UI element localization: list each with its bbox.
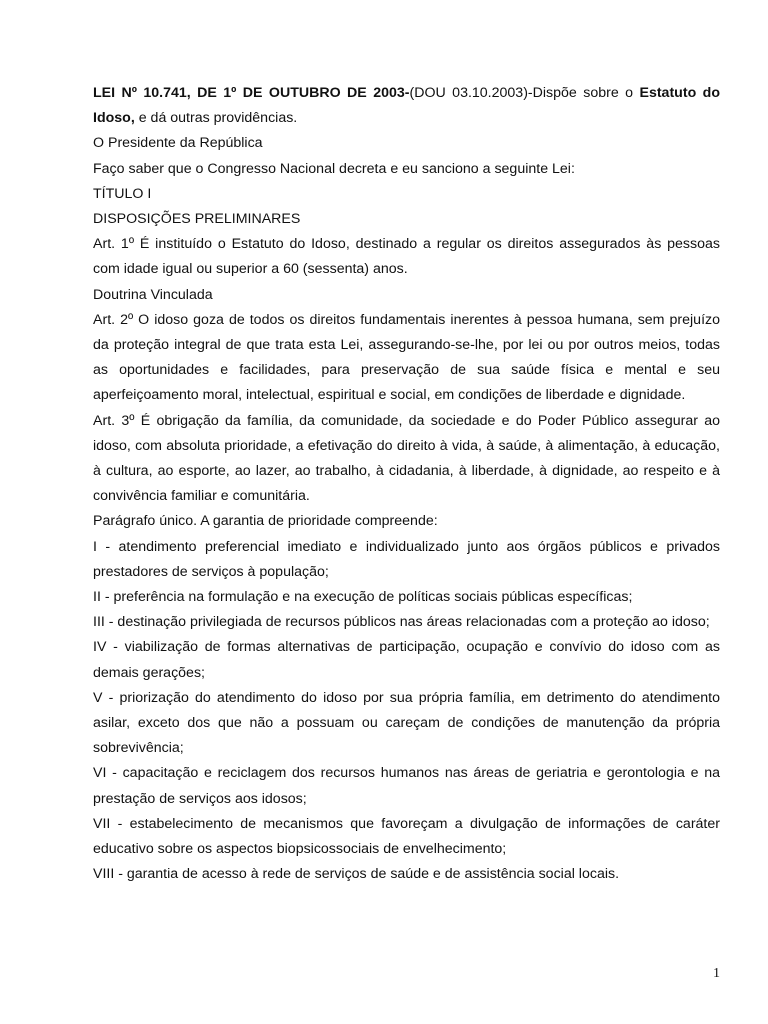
item-vi: VI - capacitação e reciclagem dos recursos humanos nas áreas de geriatria e gerontologia e na prestação de serviços aos idosos;	[93, 765, 720, 807]
law-publication: (DOU 03.10.2003)-Dispõe sobre o	[409, 85, 640, 101]
article-2: Art. 2º O idoso goza de todos os direitos fundamentais inerentes à pessoa humana, sem prejuízo da proteção integral de que trata esta Lei, assegurando-se-lhe, por lei ou por outros meios, todas as oportunidades e facilidades, para preservação de sua saúde física e mental e seu aperfeiçoamento moral, intelectual, espiritual e social, em condições de liberdade e dignidade.	[93, 311, 720, 404]
item-vii: VII - estabelecimento de mecanismos que favoreçam a divulgação de informações de caráter educativo sobre os aspectos biopsicossociais de envelhecimento;	[93, 815, 720, 858]
document-body	[93, 81, 720, 888]
article-3: Art. 3º É obrigação da família, da comunidade, da sociedade e do Poder Público assegurar ao idoso, com absoluta prioridade, a efetivação do direito à vida, à saúde, à alimentação, à educação, à cultura, ao esporte, ao lazer, ao trabalho, à cidadania, à liberdade, à dignidade, ao respeito e à convivência familiar e comunitária.	[93, 412, 720, 505]
item-viii: VIII - garantia de acesso à rede de serviços de saúde e de assistência social locais.	[93, 866, 620, 883]
article-1: Art. 1º É instituído o Estatuto do Idoso, destinado a regular os direitos assegurados às pessoas com idade igual ou superior a 60 (sessenta) anos.	[93, 236, 720, 278]
title-number: TÍTULO I	[93, 185, 152, 202]
item-iii: III - destinação privilegiada de recursos públicos nas áreas relacionadas com a proteção ao idoso;	[93, 614, 710, 631]
title-name: DISPOSIÇÕES PRELIMINARES	[93, 211, 301, 228]
law-heading-rest: e dá outras providências.	[134, 110, 298, 127]
doctrine-link: Doutrina Vinculada	[93, 286, 213, 303]
enactment-line: Faço saber que o Congresso Nacional decreta e eu sanciono a seguinte Lei:	[93, 160, 575, 177]
item-iv: IV - viabilização de formas alternativas de participação, ocupação e convívio do idoso com as demais gerações;	[93, 639, 720, 681]
page-number: 1	[713, 966, 720, 981]
law-title: LEI Nº 10.741, DE 1º DE OUTUBRO DE 2003-	[93, 85, 410, 101]
law-heading	[93, 81, 720, 131]
sole-paragraph: Parágrafo único. A garantia de prioridade compreende:	[93, 513, 438, 530]
president-line: O Presidente da República	[93, 135, 263, 152]
item-ii: II - preferência na formulação e na execução de políticas sociais públicas específicas;	[93, 589, 633, 606]
item-i: I - atendimento preferencial imediato e individualizado junto aos órgãos públicos e privados prestadores de serviços à população;	[93, 538, 720, 580]
item-v: V - priorização do atendimento do idoso por sua própria família, em detrimento do atendimento asilar, exceto dos que não a possuam ou careçam de condições de manutenção da própria sobrevivência;	[93, 689, 720, 757]
statute-name: Estatuto do Idoso,	[93, 85, 720, 127]
